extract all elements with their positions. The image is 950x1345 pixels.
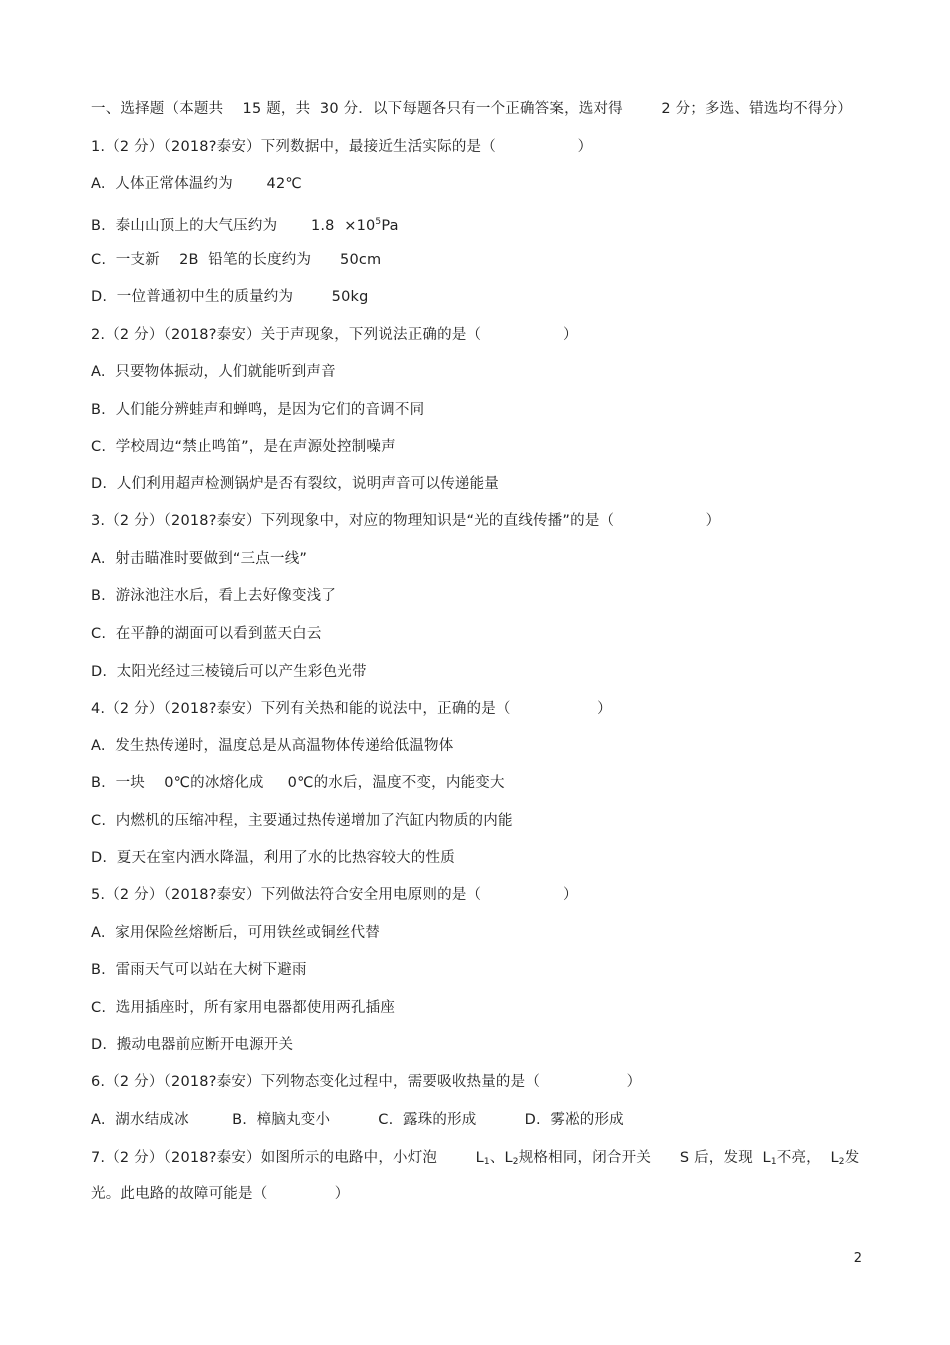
question-1-option-b: [91, 211, 860, 237]
question-5-option-d: D. 搬动电器前应断开电源开关: [91, 1037, 294, 1053]
question-4-option-b: B. 一块 0℃的冰熔化成 0℃的水后，温度不变，内能变大: [91, 775, 505, 791]
question-5-option-b: B. 雷雨天气可以站在大树下避雨: [91, 962, 307, 978]
page-number: 2: [853, 1251, 862, 1266]
question-3-option-c: C. 在平静的湖面可以看到蓝天白云: [91, 626, 322, 642]
question-2-option-a: A. 只要物体振动，人们就能听到声音: [91, 364, 336, 380]
stem-text: 规格相同，闭合开关 S 后，发现 L: [518, 1150, 771, 1166]
question-1-option-a: A. 人体正常体温约为 42℃: [91, 176, 302, 192]
question-6-stem: 6.（2 分）（2018?泰安）下列物态变化过程中，需要吸收热量的是（ ）: [91, 1074, 642, 1090]
subscript: 2: [512, 1157, 519, 1167]
question-7-stem: [91, 1147, 860, 1173]
unit: Pa: [381, 218, 399, 234]
question-1-option-d: D. 一位普通初中生的质量约为 50kg: [91, 289, 369, 305]
question-2-option-c: C. 学校周边“禁止鸣笛”，是在声源处控制噪声: [91, 439, 396, 455]
subscript: 2: [838, 1157, 845, 1167]
question-1-stem: 1.（2 分）（2018?泰安）下列数据中，最接近生活实际的是（ ）: [91, 139, 593, 155]
question-4-option-a: A. 发生热传递时，温度总是从高温物体传递给低温物体: [91, 738, 454, 754]
stem-text: 发: [844, 1150, 860, 1166]
question-3-option-b: B. 游泳池注水后，看上去好像变浅了: [91, 588, 337, 604]
question-5-stem: 5.（2 分）（2018?泰安）下列做法符合安全用电原则的是（ ）: [91, 887, 578, 903]
question-3-option-a: A. 射击瞄准时要做到“三点一线”: [91, 551, 308, 567]
stem-text: 7.（2 分）（2018?泰安）如图所示的电路中，小灯泡 L: [91, 1150, 484, 1166]
question-4-option-d: D. 夏天在室内洒水降温，利用了水的比热容较大的性质: [91, 850, 455, 866]
question-3-option-d: D. 太阳光经过三棱镜后可以产生彩色光带: [91, 664, 367, 680]
question-2-option-b: B. 人们能分辨蛙声和蝉鸣，是因为它们的音调不同: [91, 402, 425, 418]
question-1-option-c: C. 一支新 2B 铅笔的长度约为 50cm: [91, 252, 382, 268]
question-5-option-a: A. 家用保险丝熔断后，可用铁丝或铜丝代替: [91, 925, 380, 941]
question-2-option-d: D. 人们利用超声检测锅炉是否有裂纹，说明声音可以传递能量: [91, 476, 499, 492]
subscript: 1: [483, 1157, 490, 1167]
question-4-stem: 4.（2 分）（2018?泰安）下列有关热和能的说法中，正确的是（ ）: [91, 701, 612, 717]
subscript: 1: [770, 1157, 777, 1167]
stem-text: 不亮， L: [776, 1150, 839, 1166]
option-b-text: B. 泰山山顶上的大气压约为 1.8 ×10: [91, 218, 376, 234]
exponent: 5: [375, 217, 382, 227]
question-5-option-c: C. 选用插座时，所有家用电器都使用两孔插座: [91, 1000, 396, 1016]
question-7-stem-continued: 光。此电路的故障可能是（ ）: [91, 1186, 350, 1202]
question-2-stem: 2.（2 分）（2018?泰安）关于声现象，下列说法正确的是（ ）: [91, 327, 578, 343]
stem-text: 、L: [489, 1150, 513, 1166]
section-header: 一、选择题（本题共 15 题，共 30 分．以下每题各只有一个正确答案，选对得 2 分；多选、错选均不得分）: [91, 101, 852, 117]
question-4-option-c: C. 内燃机的压缩冲程，主要通过热传递增加了汽缸内物质的内能: [91, 813, 513, 829]
question-6-options: A. 湖水结成冰 B. 樟脑丸变小 C. 露珠的形成 D. 雾凇的形成: [91, 1112, 624, 1128]
question-3-stem: 3.（2 分）（2018?泰安）下列现象中，对应的物理知识是“光的直线传播”的是（ ）: [91, 513, 721, 529]
